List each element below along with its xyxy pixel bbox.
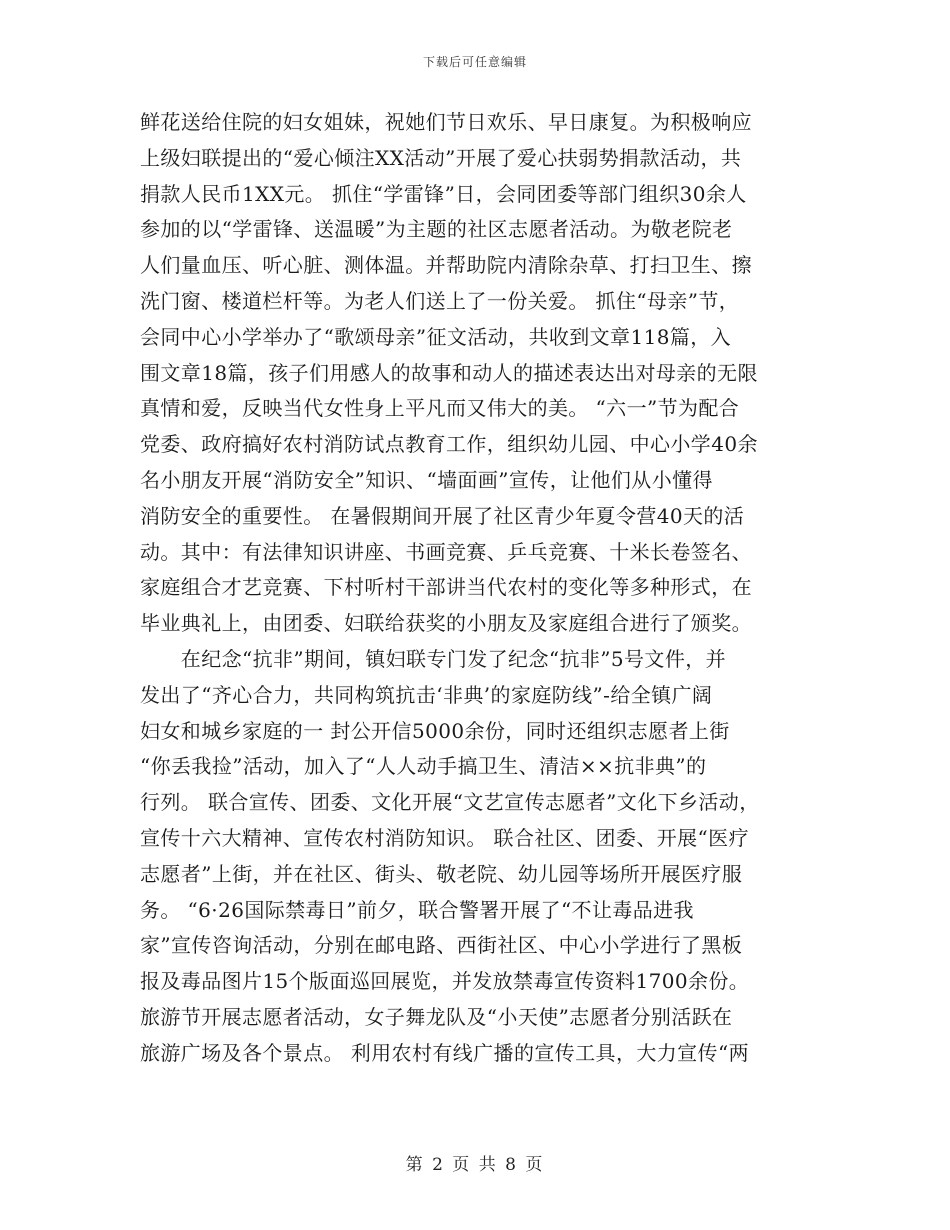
text-line: 旅游广场及各个景点。 利用农村有线广播的宣传工具，大力宣传“两 bbox=[140, 1040, 749, 1065]
paragraph-start-line: 在纪念“抗非”期间，镇妇联专门发了纪念“抗非”5号文件，并 bbox=[140, 646, 727, 671]
page-number-footer: 第 2 页 共 8 页 bbox=[405, 1155, 545, 1175]
text-line: 动。其中：有法律知识讲座、书画竞赛、乒乓竞赛、十米长卷签名、 bbox=[140, 539, 752, 564]
text-line: 妇女和城乡家庭的一 封公开信5000余份，同时还组织志愿者上街 bbox=[140, 718, 730, 743]
text-line: 旅游节开展志愿者活动，女子舞龙队及“小天使”志愿者分别活跃在 bbox=[140, 1004, 733, 1029]
text-line: 志愿者”上街，并在社区、街头、敬老院、幼儿园等场所开展医疗服 bbox=[140, 861, 743, 886]
body-text bbox=[140, 105, 830, 1072]
text-line: 消防安全的重要性。 在暑假期间开展了社区青少年夏令营40天的活 bbox=[140, 503, 745, 528]
text-line: 宣传十六大精神、宣传农村消防知识。 联合社区、团委、开展“医疗 bbox=[140, 825, 749, 850]
text-line: 行列。 联合宣传、团委、文化开展“文艺宣传志愿者”文化下乡活动， bbox=[140, 790, 760, 815]
text-line: 参加的以“学雷锋、送温暖”为主题的社区志愿者活动。为敬老院老 bbox=[140, 217, 733, 242]
text-line: 务。 “6·26国际禁毒日”前夕，联合警署开展了“不让毒品进我 bbox=[140, 897, 694, 922]
text-line: “你丢我捡”活动，加入了“人人动手搞卫生、清洁××抗非典”的 bbox=[140, 754, 707, 779]
text-line: 报及毒品图片15个版面巡回展览，并发放禁毒宣传资料1700余份。 bbox=[140, 969, 750, 994]
text-line: 党委、政府搞好农村消防试点教育工作，组织幼儿园、中心小学40余 bbox=[140, 432, 758, 457]
text-line: 真情和爱，反映当代女性身上平凡而又伟大的美。 “六一”节为配合 bbox=[140, 396, 740, 421]
text-line: 围文章18篇，孩子们用感人的故事和动人的描述表达出对母亲的无限 bbox=[140, 360, 758, 385]
text-line: 上级妇联提出的“爱心倾注XX活动”开展了爱心扶弱势捐款活动，共 bbox=[140, 145, 742, 170]
text-line: 家庭组合才艺竞赛、下村听村干部讲当代农村的变化等多种形式，在 bbox=[140, 575, 752, 600]
text-line: 家”宣传咨询活动，分别在邮电路、西街社区、中心小学进行了黑板 bbox=[140, 933, 743, 958]
text-line: 发出了“齐心合力，共同构筑抗击‘非典’的家庭防线”-给全镇广阔 bbox=[140, 682, 713, 707]
text-line: 名小朋友开展“消防安全”知识、“墙面画”宣传，让他们从小懂得 bbox=[140, 467, 713, 492]
text-line: 洗门窗、楼道栏杆等。为老人们送上了一份关爱。 抓住“母亲”节， bbox=[140, 288, 740, 313]
text-line: 人们量血压、听心脏、测体温。并帮助院内清除杂草、打扫卫生、擦 bbox=[140, 253, 752, 278]
page-header: 下载后可任意编辑 bbox=[422, 55, 527, 69]
text-line: 捐款人民币1XX元。 抓住“学雷锋”日，会同团委等部门组织30余人 bbox=[140, 181, 747, 206]
text-line: 鲜花送给住院的妇女姐妹，祝她们节日欢乐、早日康复。为积极响应 bbox=[140, 110, 752, 134]
text-line: 会同中心小学举办了“歌颂母亲”征文活动，共收到文章118篇，入 bbox=[140, 324, 732, 349]
text-line: 毕业典礼上，由团委、妇联给获奖的小朋友及家庭组合进行了颁奖。 bbox=[140, 611, 752, 636]
